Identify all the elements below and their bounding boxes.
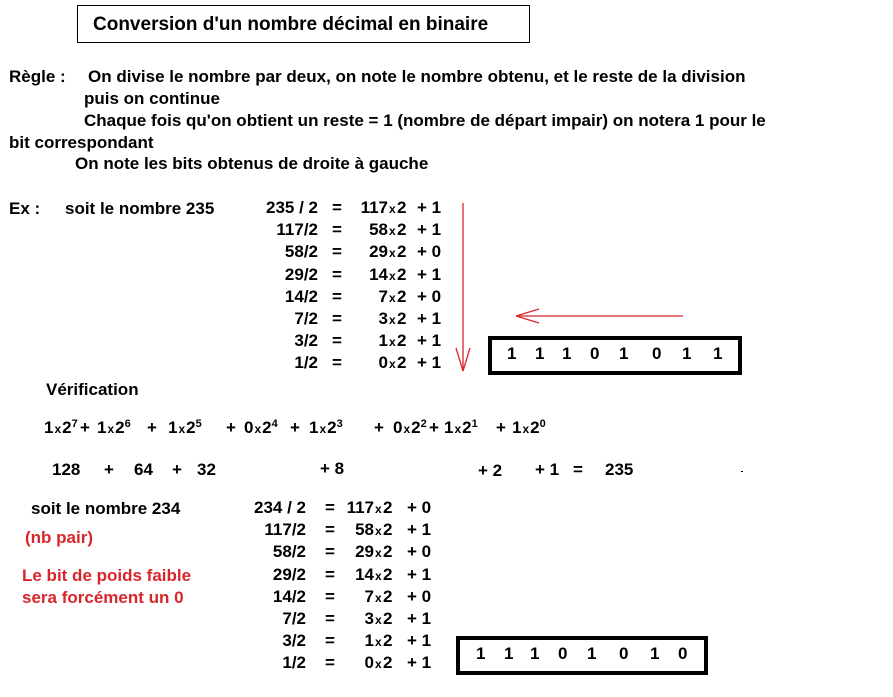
remainder: + 0 [407,498,432,517]
equals-sign: = [325,631,335,651]
division-row [0,631,460,653]
times-sign: x [389,357,396,372]
times-sign: x [375,613,382,627]
exponent: 4 [271,418,278,430]
times-sign: x [389,290,396,305]
plus-sign: + [290,418,300,437]
divisor-two: 2 [397,309,407,328]
sum-total: 235 [605,460,634,479]
power-term [309,418,343,438]
coefficient: 1 [97,418,107,437]
base: 2 [530,418,540,437]
base: 2 [186,418,196,437]
times-sign: x [375,546,382,561]
bit-digit: 1 [507,344,517,363]
dividend: 58/2 [284,242,318,262]
times-sign: x [319,422,327,436]
quotient: 117 [346,498,374,517]
plus-sign: + [496,418,506,437]
coefficient: 1 [168,418,178,437]
divisor-two: 2 [383,542,393,562]
division-row [0,520,460,542]
coefficient: 1 [309,418,319,437]
bit-digit: 1 [713,344,723,363]
example1-intro: soit le nombre 235 [65,199,215,218]
bit-digit: 0 [619,644,629,663]
sum-equals: = [573,460,583,479]
division-row [0,331,460,353]
divisor-two: 2 [397,220,407,240]
equals-sign: = [325,564,335,584]
example2-intro: soit le nombre 234 [31,499,181,518]
times-sign: x [375,568,382,583]
dividend: 14/2 [272,586,306,606]
rule-line-4: bit correspondant [9,133,154,152]
times-sign: x [389,224,396,239]
division-row [0,353,460,375]
verification-label: Vérification [46,380,139,399]
division-row [0,287,460,309]
equals-sign: = [325,498,335,517]
sum-1: + 1 [535,460,560,479]
dividend: 3/2 [294,331,318,351]
division-row [0,198,460,220]
divisor-two: 2 [383,520,393,540]
times-sign: x [522,422,530,436]
rule-line-2: puis on continue [84,89,220,108]
division-row [0,309,460,331]
times-sign: x [389,268,396,283]
sum-plus-2: + [172,460,182,479]
times-sign: x [403,422,411,436]
division-row [0,242,460,264]
times-sign: x [107,422,115,436]
quotient: 1 [364,631,374,651]
division-row [0,220,460,242]
dividend: 29/2 [272,564,306,584]
times-sign: x [375,657,382,672]
exponent: 2 [420,418,427,430]
sum-8: + 8 [320,459,345,478]
bit-digit: 1 [504,644,514,663]
division-row [0,653,460,675]
sum-64: 64 [134,460,153,479]
remainder: + 0 [407,586,432,606]
base: 2 [115,418,125,437]
remainder: + 0 [417,286,442,306]
remainder: + 1 [417,220,442,240]
rule-line-1: On divise le nombre par deux, on note le nombre obtenu, et le reste de la division [88,67,746,86]
remainder: + 1 [407,520,432,540]
plus-sign: + [429,418,439,437]
quotient: 29 [355,542,374,562]
sum-32: 32 [197,460,216,479]
times-sign: x [178,422,186,436]
quotient: 1 [378,331,388,351]
division-row [0,565,460,587]
bit-digit: 1 [587,644,597,663]
times-sign: x [375,524,382,539]
remainder: + 1 [417,331,442,351]
coefficient: 1 [512,418,522,437]
equals-sign: = [325,653,335,673]
base: 2 [462,418,472,437]
equals-sign: = [325,586,335,606]
quotient: 7 [364,586,374,606]
power-term [44,418,78,438]
bit-digit: 1 [650,644,660,663]
example-label: Ex : [9,199,41,218]
power-term [244,418,278,438]
example2-remark-line-2: sera forcément un 0 [22,588,184,607]
remainder: + 0 [407,542,432,562]
dividend: 3/2 [282,631,306,651]
times-sign: x [54,422,62,436]
times-sign: x [389,335,396,350]
binary-result-box [488,336,742,375]
rule-line-5: On note les bits obtenus de droite à gauche [75,154,429,173]
dividend: 7/2 [282,609,306,628]
plus-sign: + [147,418,157,437]
coefficient: 0 [393,418,403,437]
stray-mark [741,471,743,472]
power-term [97,418,131,438]
quotient: 14 [355,564,374,584]
divisor-two: 2 [397,198,407,217]
quotient: 58 [369,220,388,240]
divisor-two: 2 [383,653,393,673]
times-sign: x [454,422,462,436]
quotient: 29 [369,242,388,262]
bit-digit: 1 [619,344,629,363]
times-sign: x [389,246,396,261]
exponent: 7 [71,418,78,430]
quotient: 3 [364,609,374,628]
plus-sign: + [226,418,236,437]
remainder: + 0 [417,242,442,262]
divisor-two: 2 [383,564,393,584]
equals-sign: = [332,286,342,306]
exponent: 6 [124,418,131,430]
base: 2 [411,418,421,437]
coefficient: 0 [244,418,254,437]
divisor-two: 2 [383,586,393,606]
base: 2 [327,418,337,437]
quotient: 7 [378,286,388,306]
bit-digit: 1 [476,644,486,663]
times-sign: x [375,502,382,516]
coefficient: 1 [444,418,454,437]
rule-label: Règle : [9,67,66,86]
power-term [444,418,478,438]
quotient: 3 [378,309,388,328]
power-term [393,418,427,438]
coefficient: 1 [44,418,54,437]
remainder: + 1 [407,631,432,651]
exponent: 3 [336,418,343,430]
exponent: 5 [195,418,202,430]
example2-remark-line-1: Le bit de poids faible [22,566,192,585]
quotient: 14 [369,264,388,284]
times-sign: x [389,313,396,327]
power-term [512,418,546,438]
equals-sign: = [332,264,342,284]
division-row [0,542,460,564]
dividend: 58/2 [272,542,306,562]
quotient: 0 [364,653,374,673]
quotient: 58 [355,520,374,540]
division-row [0,587,460,609]
rule-line-3: Chaque fois qu'on obtient un reste = 1 (nombre de départ impair) on notera 1 pour le [84,111,766,130]
base: 2 [62,418,72,437]
times-sign: x [375,635,382,650]
plus-sign: + [374,418,384,437]
down-arrow-icon [456,203,470,371]
example2-note: (nb pair) [25,528,93,547]
bit-digit: 1 [530,644,540,663]
sum-2: + 2 [478,461,503,480]
times-sign: x [254,422,262,436]
equals-sign: = [332,220,342,240]
bit-digit: 0 [678,644,688,663]
page-title: Conversion d'un nombre décimal en binaire [77,5,530,43]
remainder: + 1 [407,609,432,628]
dividend: 117/2 [276,220,318,240]
divisor-two: 2 [397,264,407,284]
remainder: + 1 [417,198,442,217]
divisor-two: 2 [397,242,407,262]
equals-sign: = [332,353,342,373]
equals-sign: = [332,242,342,262]
sum-128: 128 [52,460,81,479]
divisor-two: 2 [397,353,407,373]
times-sign: x [389,202,396,216]
remainder: + 1 [407,653,432,673]
base: 2 [262,418,272,437]
quotient: 0 [378,353,388,373]
divisor-two: 2 [383,631,393,651]
dividend: 1/2 [282,653,306,673]
equals-sign: = [325,520,335,540]
bit-digit: 0 [652,344,662,363]
exponent: 0 [539,418,546,430]
equals-sign: = [332,331,342,351]
bit-digit: 1 [682,344,692,363]
divisor-two: 2 [397,331,407,351]
division-row [0,609,460,631]
divisor-two: 2 [383,498,393,517]
power-term [168,418,202,438]
remainder: + 1 [417,264,442,284]
sum-plus-1: + [104,460,114,479]
times-sign: x [375,590,382,605]
remainder: + 1 [417,353,442,373]
dividend: 1/2 [294,353,318,373]
dividend: 235 / 2 [266,198,318,217]
plus-sign: + [80,418,90,437]
exponent: 1 [471,418,478,430]
left-arrow-icon [516,309,683,323]
dividend: 234 / 2 [254,498,306,517]
equals-sign: = [332,309,342,328]
equals-sign: = [325,542,335,562]
divisor-two: 2 [397,286,407,306]
bit-digit: 1 [535,344,545,363]
dividend: 14/2 [284,286,318,306]
remainder: + 1 [407,564,432,584]
bit-digit: 0 [558,644,568,663]
remainder: + 1 [417,309,442,328]
dividend: 7/2 [294,309,318,328]
binary-result-box-2 [456,636,708,675]
equals-sign: = [325,609,335,628]
dividend: 117/2 [264,520,306,540]
equals-sign: = [332,198,342,217]
bit-digit: 1 [562,344,572,363]
divisor-two: 2 [383,609,393,628]
division-row [0,498,460,520]
bit-digit: 0 [590,344,600,363]
quotient: 117 [360,198,388,217]
dividend: 29/2 [284,264,318,284]
division-row [0,265,460,287]
